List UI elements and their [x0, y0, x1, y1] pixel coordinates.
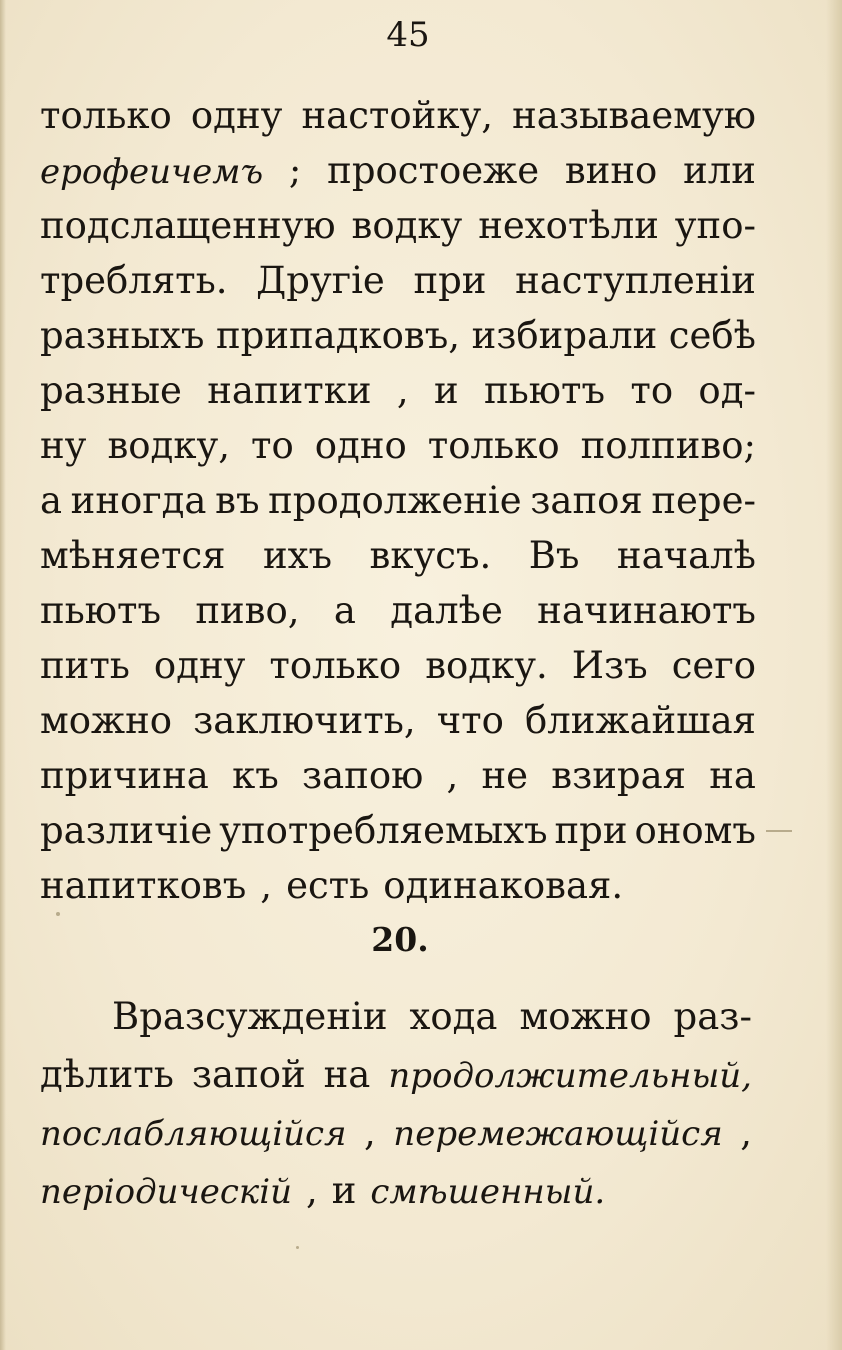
word: запоя — [530, 479, 643, 522]
word: пьютъ — [40, 589, 162, 632]
word: одинаковая. — [383, 864, 624, 907]
word: припадковъ, — [215, 314, 461, 357]
word: раз- — [673, 995, 752, 1038]
word: употребляемыхъ — [219, 809, 548, 852]
word: заключить, — [193, 699, 416, 742]
page-right-edge — [826, 0, 842, 1350]
word: вкусъ. — [369, 534, 492, 577]
text-line — [40, 198, 756, 253]
word: а — [333, 589, 356, 632]
word: , — [740, 1111, 752, 1154]
word: Другіе — [256, 259, 385, 302]
word: водку — [351, 204, 463, 247]
text-line — [40, 528, 756, 583]
word: запой — [191, 1053, 306, 1096]
word: треблять. — [40, 259, 228, 302]
text-line — [40, 88, 756, 143]
paragraph-1 — [40, 88, 756, 913]
word: пиво, — [195, 589, 300, 632]
word: а — [40, 479, 63, 522]
word: есть — [286, 864, 370, 907]
word: при — [554, 809, 628, 852]
text-line — [40, 1046, 752, 1104]
margin-mark — [296, 1246, 299, 1249]
text-line — [40, 858, 756, 913]
word: вино — [564, 149, 658, 192]
word: при — [413, 259, 487, 302]
word: смѣшенный. — [370, 1172, 606, 1212]
text-line — [40, 1162, 752, 1220]
word: подслащенную — [40, 204, 336, 247]
word: то — [251, 424, 294, 467]
word: Вразсужденіи — [112, 995, 388, 1038]
word: Въ — [528, 534, 580, 577]
word: полпиво; — [580, 424, 756, 467]
word: далѣе — [390, 589, 503, 632]
word: можно — [40, 699, 173, 742]
word: хода — [409, 995, 498, 1038]
word: то — [630, 369, 674, 412]
word: запою — [301, 754, 424, 797]
word: продолженіе — [268, 479, 522, 522]
word: пить — [40, 644, 130, 687]
word: водку, — [107, 424, 230, 467]
text-line — [40, 143, 756, 198]
text-line — [40, 988, 752, 1046]
word: и — [331, 1169, 357, 1212]
word: одну — [190, 94, 283, 137]
text-line — [40, 308, 756, 363]
word: водку. — [425, 644, 548, 687]
word: можно — [519, 995, 652, 1038]
word: различіе — [40, 809, 213, 852]
word: и — [433, 369, 459, 412]
word: ерофеичемъ — [40, 152, 264, 192]
word: ономъ — [634, 809, 756, 852]
word: началѣ — [616, 534, 756, 577]
word: , — [364, 1111, 376, 1154]
word: сего — [671, 644, 756, 687]
word: дѣлить — [40, 1053, 174, 1096]
text-line — [40, 363, 756, 418]
word: , — [446, 754, 459, 797]
text-line — [40, 803, 756, 858]
word: , — [396, 369, 409, 412]
text-line — [40, 693, 756, 748]
word: напитки — [207, 369, 372, 412]
section-number: 20. — [371, 920, 429, 959]
word: , — [260, 864, 273, 907]
word: въ — [215, 479, 260, 522]
word: иногда — [70, 479, 207, 522]
text-line — [40, 253, 756, 308]
word: напитковъ — [40, 864, 247, 907]
page-number: 45 — [386, 15, 430, 55]
word: пере- — [651, 479, 756, 522]
text-line — [40, 638, 756, 693]
word: къ — [232, 754, 279, 797]
word: взирая — [551, 754, 687, 797]
word: мѣняется — [40, 534, 226, 577]
paragraph-2 — [40, 988, 752, 1220]
word: причина — [40, 754, 209, 797]
word: называемую — [512, 94, 756, 137]
text-line — [40, 418, 756, 473]
text-line — [40, 748, 756, 803]
word: періодическій — [40, 1172, 292, 1212]
margin-mark — [56, 912, 60, 916]
word: только — [427, 424, 560, 467]
word: Изъ — [571, 644, 648, 687]
word: настойку, — [301, 94, 493, 137]
word: себѣ — [668, 314, 756, 357]
text-line — [40, 583, 756, 638]
word: послабляющійся — [40, 1114, 347, 1154]
word: разныхъ — [40, 314, 205, 357]
word: не — [481, 754, 529, 797]
word: или — [683, 149, 756, 192]
word: нехотѣли — [478, 204, 659, 247]
word: избирали — [471, 314, 658, 357]
word: упо- — [674, 204, 756, 247]
text-line — [40, 473, 756, 528]
word: простоеже — [327, 149, 540, 192]
word: одно — [314, 424, 407, 467]
word: , — [305, 1169, 318, 1212]
word: продолжительный, — [388, 1056, 752, 1096]
word: перемежающійся — [393, 1114, 723, 1154]
word: на — [323, 1053, 371, 1096]
word: ну — [40, 424, 87, 467]
word: ближайшая — [524, 699, 756, 742]
word: ; — [288, 149, 302, 192]
word: начинаютъ — [537, 589, 756, 632]
text-line — [40, 1104, 752, 1162]
word: что — [436, 699, 504, 742]
page-left-edge — [0, 0, 6, 1350]
margin-mark — [766, 830, 792, 832]
word: на — [709, 754, 756, 797]
word: одну — [153, 644, 246, 687]
word: разные — [40, 369, 182, 412]
word: од- — [698, 369, 756, 412]
word: наступленіи — [515, 259, 756, 302]
word: ихъ — [262, 534, 333, 577]
word: только — [40, 94, 172, 137]
word: только — [269, 644, 402, 687]
word: пьютъ — [483, 369, 606, 412]
